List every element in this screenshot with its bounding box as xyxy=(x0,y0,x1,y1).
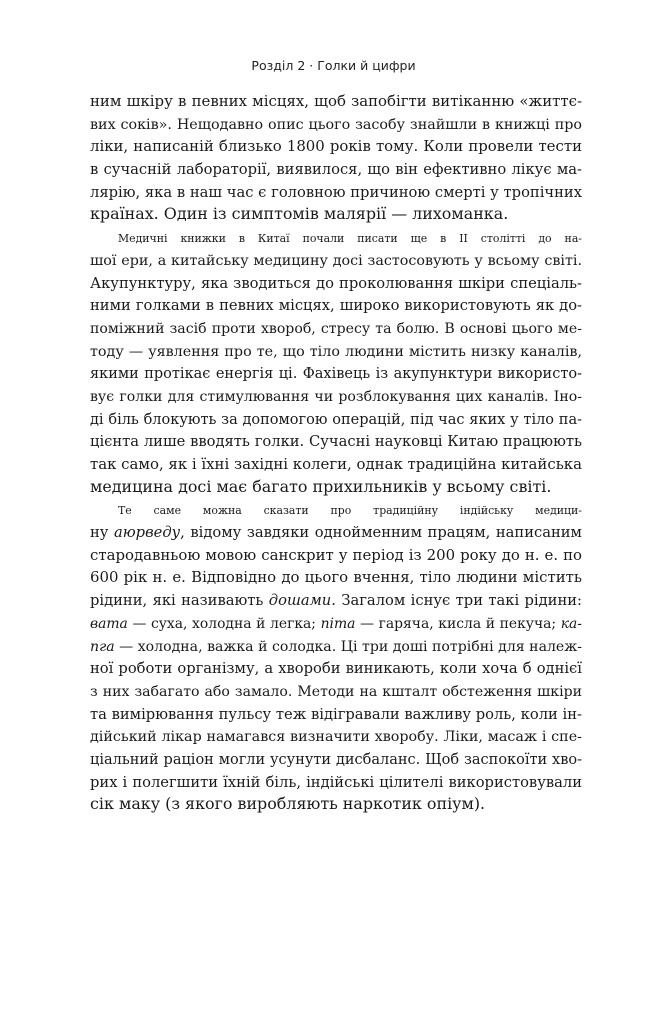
text-segment: Те саме можна сказати про традиційну індійську медици- xyxy=(118,504,582,518)
text-line xyxy=(90,362,582,385)
text-segment: . Загалом існує три такі рідини: xyxy=(331,592,582,610)
text-line xyxy=(90,90,582,113)
italic-term: дошами xyxy=(268,592,332,610)
text-line xyxy=(90,294,582,317)
italic-term: пга xyxy=(90,638,115,655)
text-segment: ну xyxy=(90,524,114,542)
text-line xyxy=(90,498,582,521)
text-segment: країнах. Один із симптомів малярії — лихоманка. xyxy=(90,204,509,224)
text-segment: ліки, написаній близько 1800 років тому. Коли провели тести xyxy=(90,137,582,156)
text-line xyxy=(90,453,582,476)
text-segment: ді біль блокують за допомогою операцій, під час яких у тіло па- xyxy=(90,411,582,428)
text-line xyxy=(90,476,582,499)
paragraph xyxy=(90,498,582,816)
text-segment: , відому завдяки однойменним працям, написаним xyxy=(180,524,582,542)
text-segment: лярію, яка в наш час є головною причиною смерті у тропічних xyxy=(90,183,582,201)
text-segment: дійський лікар намагався визначити хворобу. Ліки, масаж і спе- xyxy=(90,729,582,746)
text-line xyxy=(90,272,582,295)
text-line xyxy=(90,521,582,544)
text-segment: — гаряча, кисла й пекуча; xyxy=(355,615,561,632)
text-segment: та вимірювання пульсу теж відігравали важливу роль, коли ін- xyxy=(90,705,582,723)
text-segment: ціальний раціон могли усунути дисбаланс. Щоб заспокоїти хво- xyxy=(90,751,582,768)
text-segment: Медичні книжки в Китаї почали писати ще в II столітті до на- xyxy=(118,232,582,246)
running-head: Розділ 2 · Голки й цифри xyxy=(251,58,416,73)
text-line xyxy=(90,181,582,204)
text-segment: ним шкіру в певних місцях, щоб запобігти витіканню «життє- xyxy=(90,92,582,110)
text-line xyxy=(90,385,582,408)
text-line xyxy=(90,203,582,226)
text-segment: тоду — уявлення про те, що тіло людини містить низку каналів, xyxy=(90,343,582,360)
text-segment: рих і полегшити їхній біль, індійські цілителі використовували xyxy=(90,773,582,791)
text-segment: стародавньою мовою санскрит у період із 200 року до н. е. по xyxy=(90,545,582,564)
text-segment: вих соків». Нещодавно опис цього засобу знайшли в книжці про xyxy=(90,116,582,133)
body-text xyxy=(90,90,582,816)
text-segment: рідини, які називають xyxy=(90,592,269,610)
text-line xyxy=(90,748,582,771)
text-segment: з них забагато або замало. Методи на кшталт обстеження шкіри xyxy=(90,683,582,700)
text-segment: цієнта лише вводять голки. Сучасні науковці Китаю працюють xyxy=(90,433,582,451)
text-segment: ними голками в певних місцях, широко використовують як до- xyxy=(90,297,582,315)
text-line xyxy=(90,317,582,340)
text-line xyxy=(90,113,582,136)
text-segment: поміжний засіб проти хвороб, стресу та болю. В основі цього ме- xyxy=(90,320,582,337)
italic-term: ка- xyxy=(560,615,582,632)
text-line xyxy=(90,793,582,816)
text-segment: якими протікає енергія ці. Фахівець із акупунктури використо- xyxy=(90,366,582,383)
text-line xyxy=(90,657,582,680)
text-segment: ної роботи організму, а хвороби виникають, коли хоча б однієї xyxy=(90,660,582,678)
paragraph xyxy=(90,226,582,498)
text-line xyxy=(90,771,582,794)
text-line xyxy=(90,612,582,635)
text-segment: так само, як і їхні західні колеги, однак традиційна китайська xyxy=(90,455,582,473)
text-segment: в сучасній лабораторії, виявилося, що він ефективно лікує ма- xyxy=(90,161,582,179)
text-segment: — холодна, важка й солодка. Ці три доші потрібні для належ- xyxy=(114,638,582,655)
text-line xyxy=(90,430,582,453)
text-line xyxy=(90,158,582,181)
text-segment: шої ери, а китайську медицину досі застосовують у всьому світі. xyxy=(90,252,582,269)
text-line xyxy=(90,635,582,658)
text-segment: медицина досі має багато прихильників у всьому світі. xyxy=(90,476,552,496)
text-segment: 600 рік н. е. Відповідно до цього вчення, тіло людини містить xyxy=(90,568,582,587)
text-segment: вує голки для стимулювання чи розблокування цих каналів. Іно- xyxy=(90,388,582,405)
text-line xyxy=(90,135,582,158)
text-line xyxy=(90,340,582,363)
italic-term: піта xyxy=(320,615,356,632)
text-line xyxy=(90,725,582,748)
text-line xyxy=(90,589,582,612)
text-segment: Акупунктуру, яка зводиться до проколювання шкіри спеціаль- xyxy=(90,274,582,292)
italic-term: аюрведу xyxy=(114,524,181,542)
text-line xyxy=(90,566,582,589)
text-line xyxy=(90,544,582,567)
text-line xyxy=(90,249,582,272)
paragraph xyxy=(90,90,582,226)
text-line xyxy=(90,408,582,431)
italic-term: вата xyxy=(90,615,128,632)
text-line xyxy=(90,703,582,726)
text-segment: сік маку (з якого виробляють наркотик опіум). xyxy=(90,794,486,814)
text-line xyxy=(90,226,582,249)
text-segment: — суха, холодна й легка; xyxy=(127,615,321,632)
text-line xyxy=(90,680,582,703)
